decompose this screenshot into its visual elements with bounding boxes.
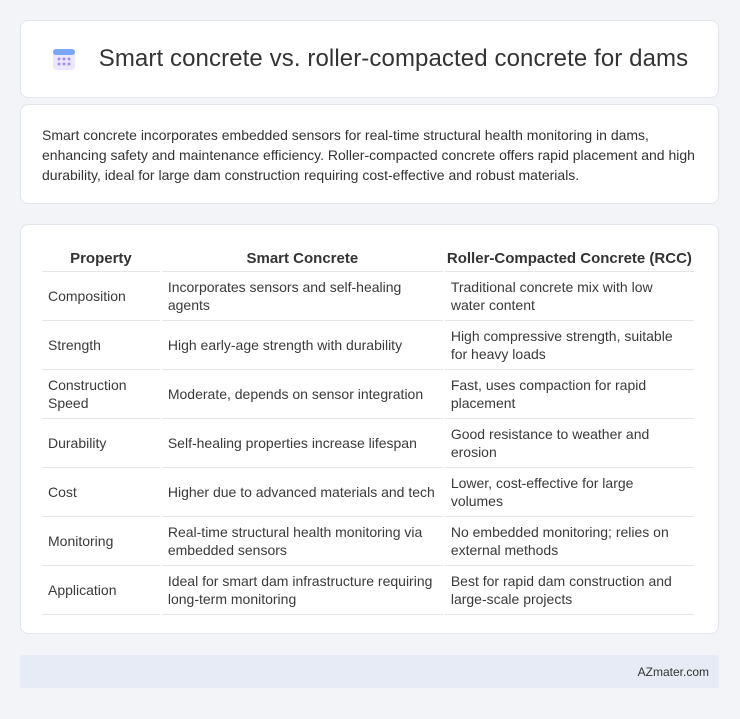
rcc-cell: Traditional concrete mix with low water content (445, 272, 694, 321)
rcc-cell: No embedded monitoring; relies on external methods (445, 517, 694, 566)
page-title: Smart concrete vs. roller-compacted concrete for dams (98, 45, 689, 72)
header-property: Property (42, 245, 160, 272)
table-row (42, 272, 694, 321)
rcc-cell: Fast, uses compaction for rapid placement (445, 370, 694, 419)
smart-concrete-cell: Ideal for smart dam infrastructure requiring long-term monitoring (162, 566, 443, 615)
smart-concrete-cell: Higher due to advanced materials and tech (162, 468, 443, 517)
property-cell: Application (42, 566, 160, 615)
header-rcc: Roller-Compacted Concrete (RCC) (445, 245, 694, 272)
comparison-table (40, 245, 696, 615)
calendar-icon (51, 46, 77, 72)
summary-card (20, 104, 719, 204)
smart-concrete-cell: Real-time structural health monitoring via embedded sensors (162, 517, 443, 566)
rcc-cell: Lower, cost-effective for large volumes (445, 468, 694, 517)
rcc-cell: High compressive strength, suitable for heavy loads (445, 321, 694, 370)
smart-concrete-cell: High early-age strength with durability (162, 321, 443, 370)
table-row (42, 370, 694, 419)
table-header-row (42, 245, 694, 272)
property-cell: Cost (42, 468, 160, 517)
smart-concrete-cell: Moderate, depends on sensor integration (162, 370, 443, 419)
table-row (42, 517, 694, 566)
table-row (42, 321, 694, 370)
property-cell: Monitoring (42, 517, 160, 566)
rcc-cell: Best for rapid dam construction and large-scale projects (445, 566, 694, 615)
property-cell: Construction Speed (42, 370, 160, 419)
smart-concrete-cell: Self-healing properties increase lifespan (162, 419, 443, 468)
property-cell: Strength (42, 321, 160, 370)
comparison-card (20, 224, 719, 634)
smart-concrete-cell: Incorporates sensors and self-healing agents (162, 272, 443, 321)
summary-text: Smart concrete incorporates embedded sensors for real-time structural health monitoring in dams, enhancing safety and maintenance efficiency. Roller-compacted concrete offers rapid placement and high durability, ideal for large dam construction requiring cost-effective and robust materials. (42, 127, 695, 183)
table-row (42, 566, 694, 615)
footer-site-link[interactable]: AZmater.com (637, 664, 709, 679)
rcc-cell: Good resistance to weather and erosion (445, 419, 694, 468)
footer-bar (20, 655, 719, 688)
property-cell: Durability (42, 419, 160, 468)
table-row (42, 419, 694, 468)
title-card (20, 20, 719, 98)
table-row (42, 468, 694, 517)
property-cell: Composition (42, 272, 160, 321)
title-row (51, 45, 689, 73)
header-smart-concrete: Smart Concrete (162, 245, 443, 272)
